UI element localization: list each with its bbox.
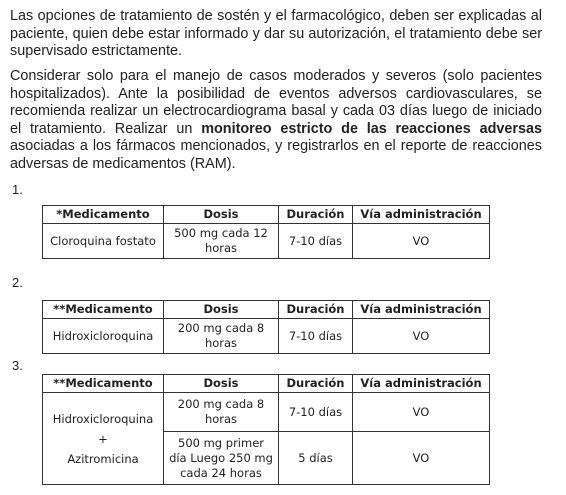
table-row (43, 319, 490, 354)
header-medicamento: *Medicamento (43, 206, 164, 224)
considerations-text-a: Considerar solo para el manejo de casos moderados y severos (solo pacientes hospitalizados). Ante la posibilidad de eventos adversos cardiovasculares, se recomienda realizar un electrocardiograma basal y cada 03 días luego de iniciado el tratamiento. Realizar un (10, 68, 542, 137)
cell-medicamento: Cloroquina fostato (43, 224, 164, 259)
header-via: Vía administración (353, 375, 490, 393)
drug-name: Azitromicina (67, 451, 139, 466)
header-via: Vía administración (353, 206, 490, 224)
monitoring-emphasis: monitoreo estricto de las reacciones adversas (201, 120, 542, 137)
dosage-table (42, 300, 490, 354)
table-row (43, 224, 490, 259)
header-duracion: Duración (279, 375, 353, 393)
cell-via: VO (353, 393, 490, 432)
table-row (43, 393, 490, 432)
cell-duracion: 7-10 días (279, 319, 353, 354)
considerations-text-b: asociadas a los fármacos mencionados, y registrarlos en el reporte de reacciones adversas de medicamentos (RAM). (10, 138, 542, 172)
header-medicamento: **Medicamento (43, 375, 164, 393)
cell-via: VO (353, 224, 490, 259)
header-medicamento: **Medicamento (43, 301, 164, 319)
header-dosis: Dosis (164, 375, 279, 393)
plus-sign: + (98, 431, 108, 446)
intro-paragraph: Las opciones de tratamiento de sostén y el farmacológico, deben ser explicadas al paciente, quien debe estar informado y dar su autorización, el tratamiento debe ser supervisado estrictamente. (10, 8, 542, 59)
section-number: 2. (12, 275, 23, 290)
section-number: 1. (12, 182, 23, 197)
cell-via: VO (353, 432, 490, 485)
cell-duracion: 7-10 días (279, 224, 353, 259)
considerations-paragraph (10, 68, 542, 173)
cell-dosis: 500 mg cada 12 horas (164, 224, 279, 259)
header-duracion: Duración (279, 301, 353, 319)
cell-medicamento: Hidroxicloroquina (43, 319, 164, 354)
dosage-table (42, 374, 490, 485)
header-dosis: Dosis (164, 206, 279, 224)
drug-name: Hidroxicloroquina (52, 411, 154, 426)
cell-duracion: 5 días (279, 432, 353, 485)
section-number: 3. (12, 358, 23, 373)
cell-medicamento-combination (43, 393, 164, 485)
table-header-row (43, 301, 490, 319)
dosage-table (42, 205, 490, 259)
cell-dosis: 200 mg cada 8 horas (164, 393, 279, 432)
table-header-row (43, 206, 490, 224)
cell-duracion: 7-10 días (279, 393, 353, 432)
header-via: Vía administración (353, 301, 490, 319)
header-duracion: Duración (279, 206, 353, 224)
header-dosis: Dosis (164, 301, 279, 319)
cell-dosis: 200 mg cada 8 horas (164, 319, 279, 354)
table-header-row (43, 375, 490, 393)
cell-via: VO (353, 319, 490, 354)
cell-dosis: 500 mg primer día Luego 250 mg cada 24 horas (164, 432, 279, 485)
